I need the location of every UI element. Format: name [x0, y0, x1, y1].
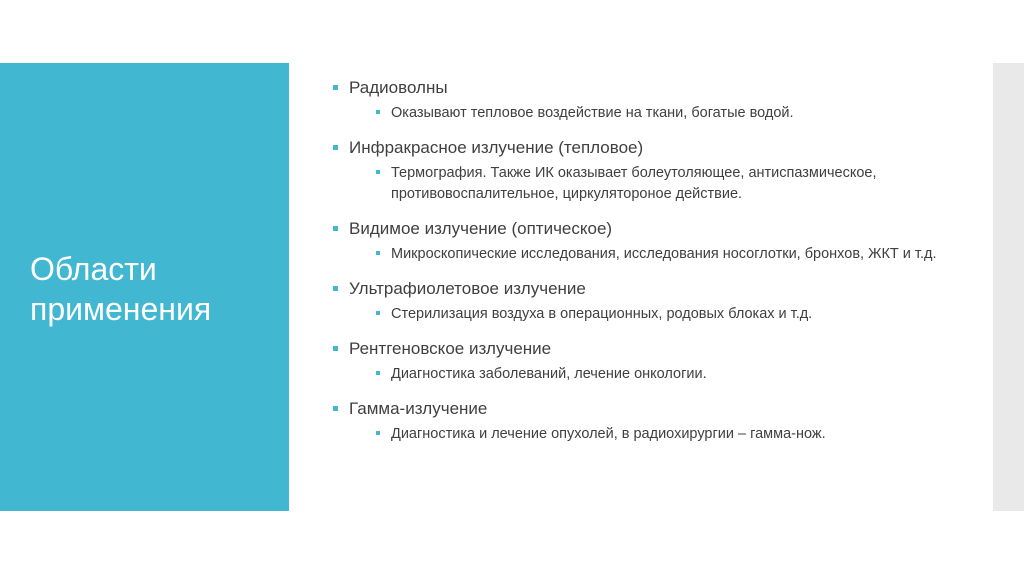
sub-list-item-text: Диагностика и лечение опухолей, в радиохирургии – гамма-нож.: [391, 426, 826, 442]
list-item-label: Рентгеновское излучение: [349, 339, 552, 358]
list-item-label: Ультрафиолетовое излучение: [349, 279, 586, 298]
sub-list-item: [374, 163, 953, 205]
sub-list-item-text: Оказывают тепловое воздействие на ткани, богатые водой.: [391, 105, 794, 121]
square-bullet-icon: [333, 286, 338, 291]
list-item: [333, 277, 953, 325]
right-edge-strip: [993, 63, 1024, 511]
list-item: [333, 397, 953, 445]
list-item-label: Радиоволны: [349, 78, 448, 97]
bullet-list: [333, 76, 953, 445]
sub-list-item-text: Диагностика заболеваний, лечение онкологии.: [391, 366, 707, 382]
square-bullet-icon: [376, 110, 380, 114]
list-item: [333, 76, 953, 124]
square-bullet-icon: [333, 85, 338, 90]
sub-list-item: [374, 244, 953, 265]
sub-list-item-text: Микроскопические исследования, исследования носоглотки, бронхов, ЖКТ и т.д.: [391, 246, 937, 262]
square-bullet-icon: [333, 406, 338, 411]
list-item: [333, 136, 953, 205]
square-bullet-icon: [376, 251, 380, 255]
square-bullet-icon: [333, 145, 338, 150]
sub-list-item-text: Термография. Также ИК оказывает болеутоляющее, антиспазмическое, противовоспалительное, циркулятороное действие.: [391, 165, 877, 202]
sub-list-item: [374, 103, 953, 124]
sub-list-item-text: Стерилизация воздуха в операционных, родовых блоках и т.д.: [391, 306, 813, 322]
square-bullet-icon: [333, 226, 338, 231]
list-item: [333, 217, 953, 265]
list-item: [333, 337, 953, 385]
square-bullet-icon: [376, 371, 380, 375]
square-bullet-icon: [376, 431, 380, 435]
list-item-label: Инфракрасное излучение (тепловое): [349, 138, 644, 157]
list-item-label: Гамма-излучение: [349, 399, 488, 418]
slide-title: Области применения: [30, 251, 212, 327]
square-bullet-icon: [333, 346, 338, 351]
sub-list-item: [374, 424, 953, 445]
sub-list-item: [374, 364, 953, 385]
square-bullet-icon: [376, 311, 380, 315]
sub-list-item: [374, 304, 953, 325]
square-bullet-icon: [376, 170, 380, 174]
list-item-label: Видимое излучение (оптическое): [349, 219, 613, 238]
